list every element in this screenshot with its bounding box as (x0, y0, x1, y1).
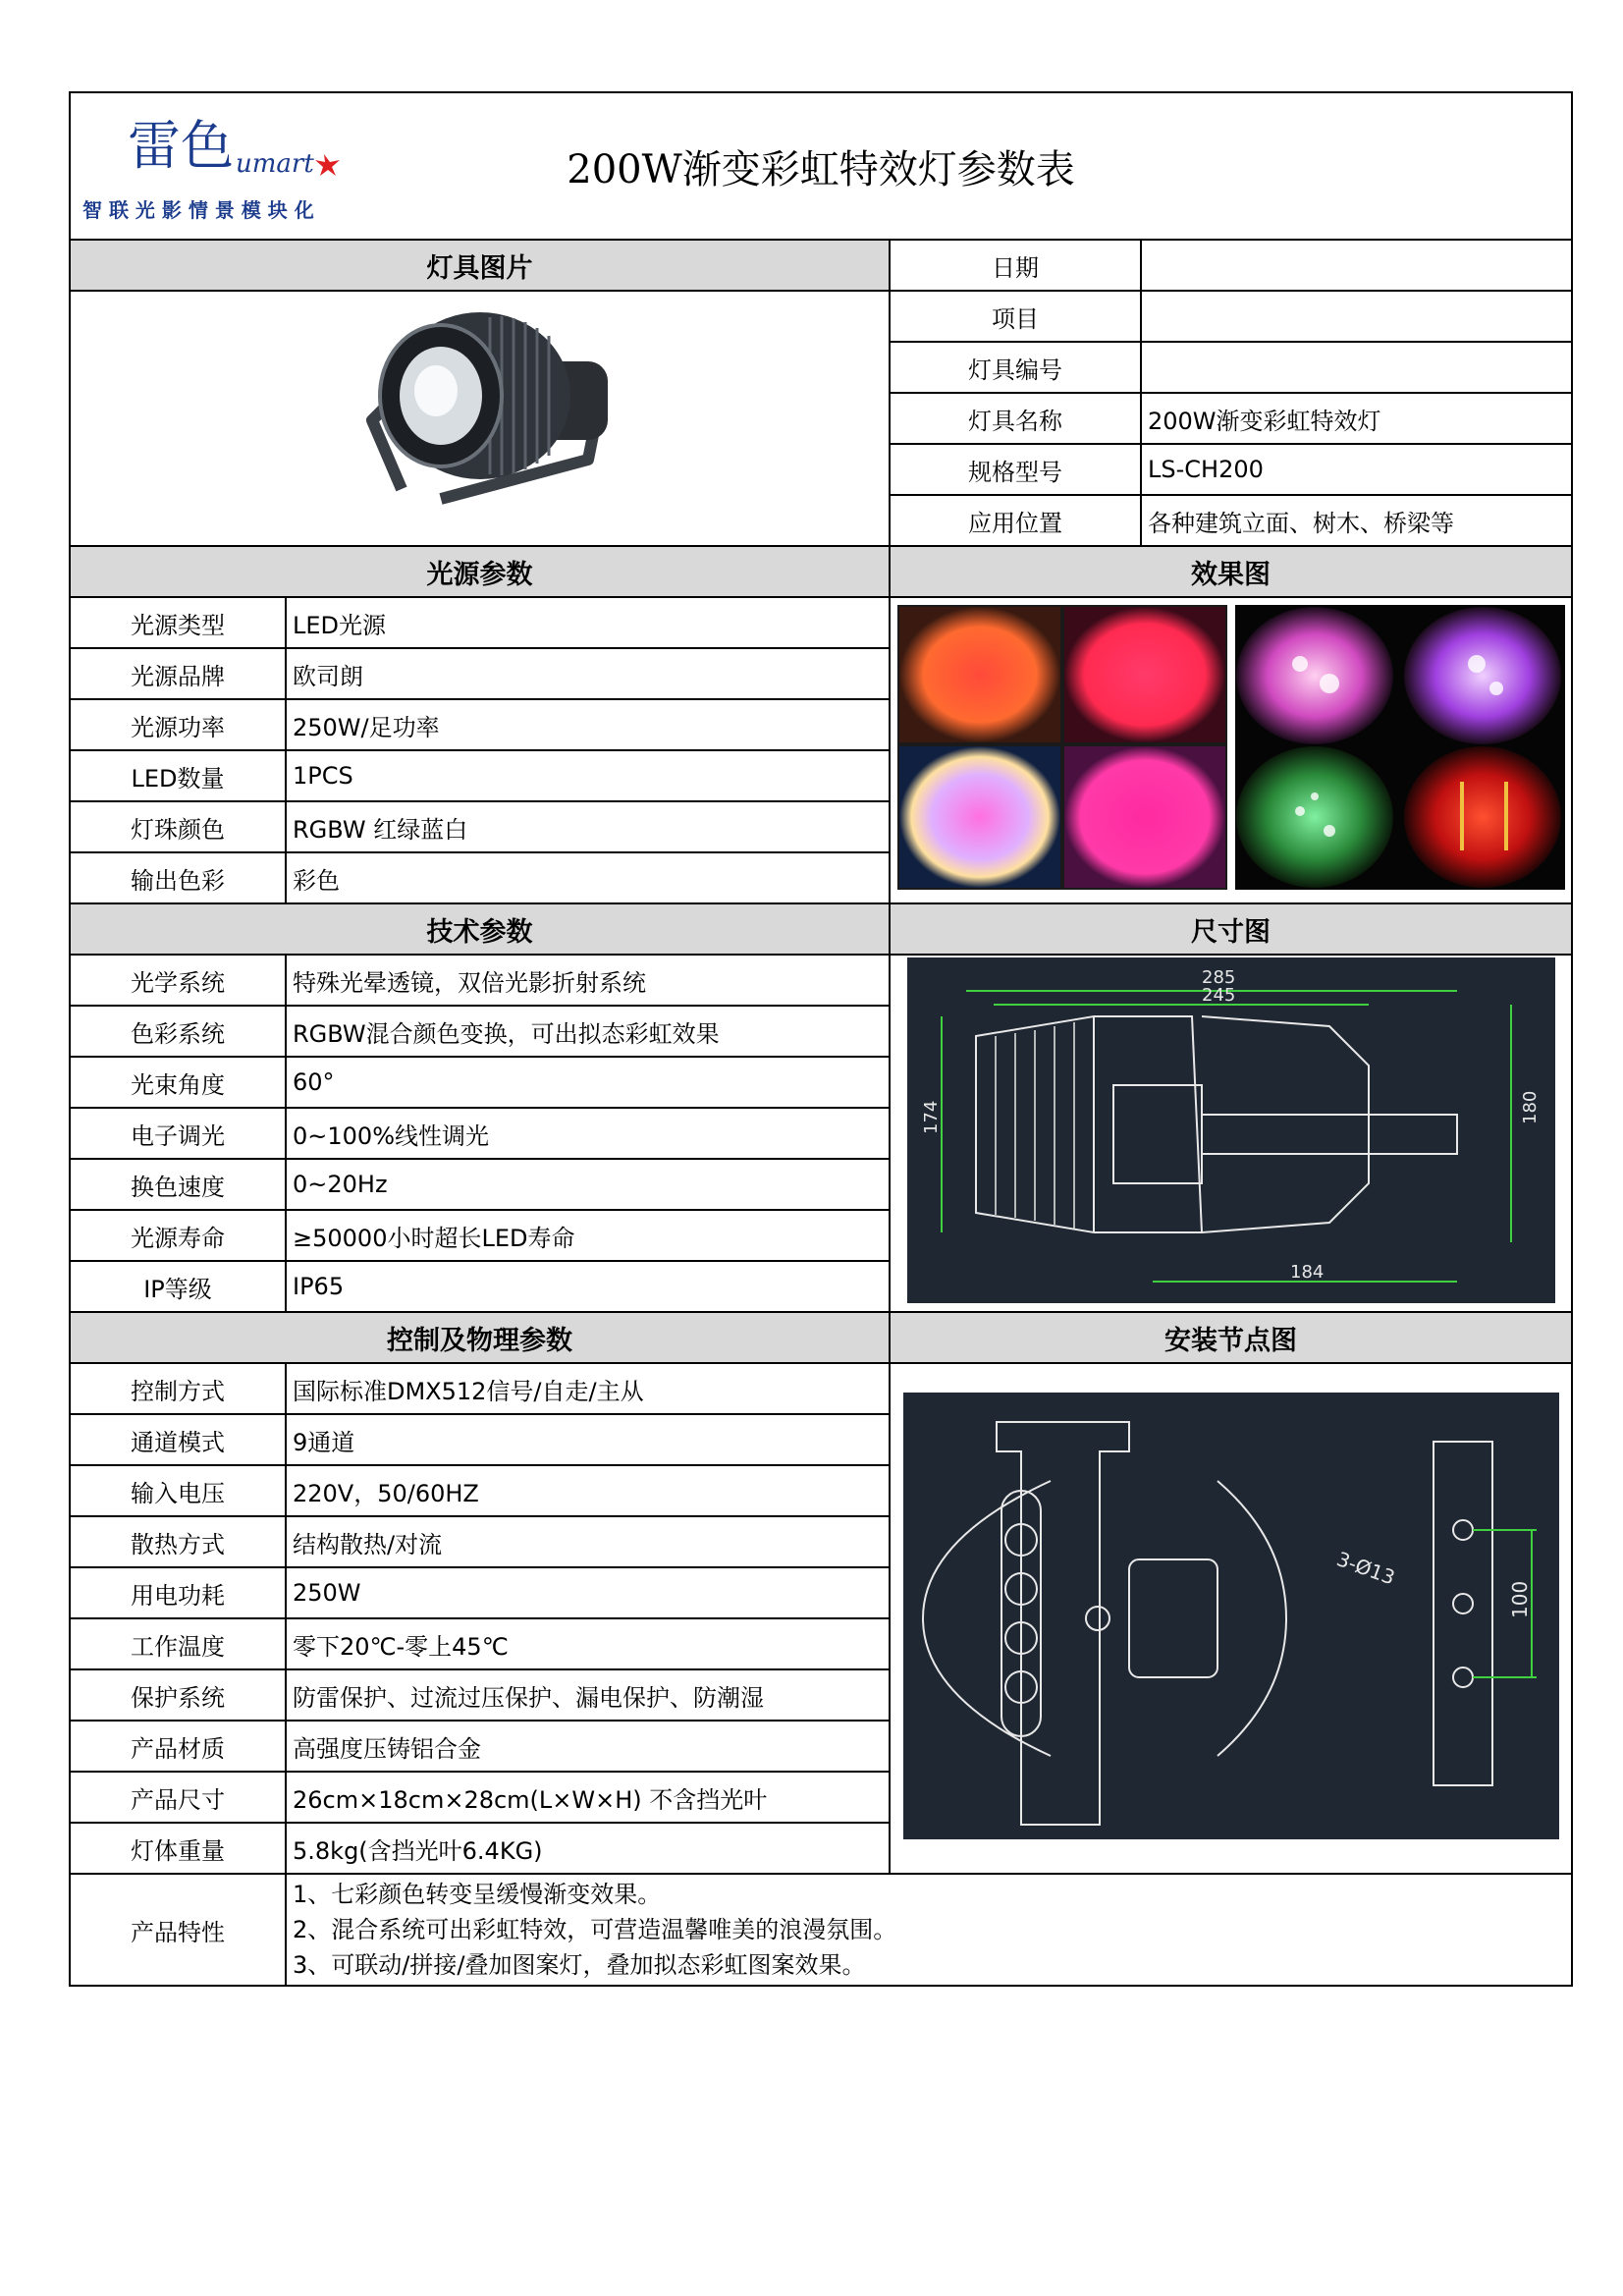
info-value-name: 200W渐变彩虹特效灯 (1141, 393, 1572, 444)
info-label-name: 灯具名称 (890, 393, 1141, 444)
dim-180: 180 (1519, 1090, 1541, 1124)
dim-285: 285 (1201, 967, 1235, 988)
install-holes-label: 3-Ø13 (1332, 1546, 1398, 1590)
features-list (286, 1874, 1572, 1986)
light-value: LED光源 (286, 597, 890, 648)
section-effect: 效果图 (890, 546, 1572, 597)
light-label: 输出色彩 (70, 852, 286, 903)
light-label: 光源品牌 (70, 648, 286, 699)
control-value: 高强度压铸铝合金 (286, 1721, 890, 1772)
info-label-model: 规格型号 (890, 444, 1141, 495)
section-control: 控制及物理参数 (70, 1312, 890, 1363)
tech-value: ≥50000小时超长LED寿命 (286, 1210, 890, 1261)
logo-script: umart (236, 149, 314, 179)
info-value-model: LS-CH200 (1141, 444, 1572, 495)
info-label-date: 日期 (890, 240, 1141, 291)
page-title: 200W渐变彩虹特效灯参数表 (567, 146, 1075, 192)
title-row (70, 92, 1572, 240)
light-label: LED数量 (70, 750, 286, 801)
control-value: 国际标准DMX512信号/自走/主从 (286, 1363, 890, 1414)
tech-label: 光束角度 (70, 1057, 286, 1108)
section-light: 光源参数 (70, 546, 890, 597)
tech-label: 色彩系统 (70, 1006, 286, 1057)
control-value: 结构散热/对流 (286, 1516, 890, 1567)
control-value: 防雷保护、过流过压保护、漏电保护、防潮湿 (286, 1669, 890, 1721)
light-label: 灯珠颜色 (70, 801, 286, 852)
light-label: 光源类型 (70, 597, 286, 648)
tech-value: RGBW混合颜色变换，可出拟态彩虹效果 (286, 1006, 890, 1057)
info-value-application: 各种建筑立面、树木、桥梁等 (1141, 495, 1572, 546)
dim-184: 184 (1289, 1262, 1324, 1283)
control-value: 26cm×18cm×28cm(L×W×H) 不含挡光叶 (286, 1772, 890, 1823)
control-value: 5.8kg(含挡光叶6.4KG) (286, 1823, 890, 1874)
info-value-project (1141, 291, 1572, 342)
section-photo: 灯具图片 (70, 240, 890, 291)
control-label: 保护系统 (70, 1669, 286, 1721)
effect-images (897, 605, 1565, 890)
control-label: 工作温度 (70, 1618, 286, 1669)
install-drawing (903, 1393, 1559, 1839)
fixture-photo-cell (70, 291, 890, 546)
spec-table (69, 91, 1573, 1987)
effect-images-cell (890, 597, 1572, 903)
section-tech: 技术参数 (70, 903, 890, 955)
info-value-code (1141, 342, 1572, 393)
light-value: 1PCS (286, 750, 890, 801)
light-value: 彩色 (286, 852, 890, 903)
tech-value: 0~20Hz (286, 1159, 890, 1210)
section-install: 安装节点图 (890, 1312, 1572, 1363)
spec-sheet (69, 91, 1571, 1987)
control-value: 零下20℃-零上45℃ (286, 1618, 890, 1669)
tech-label: 光源寿命 (70, 1210, 286, 1261)
feature-line: 2、混合系统可出彩虹特效，可营造温馨唯美的浪漫氛围。 (293, 1916, 897, 1943)
control-label: 输入电压 (70, 1465, 286, 1516)
control-value: 9通道 (286, 1414, 890, 1465)
features-label: 产品特性 (70, 1874, 286, 1986)
fixture-photo (333, 302, 627, 528)
install-spacing-label: 100 (1507, 1580, 1532, 1618)
light-value: 欧司朗 (286, 648, 890, 699)
tech-label: 换色速度 (70, 1159, 286, 1210)
section-size: 尺寸图 (890, 903, 1572, 955)
tech-value: 特殊光晕透镜，双倍光影折射系统 (286, 955, 890, 1006)
dimension-drawing-cell (890, 955, 1572, 1312)
control-label: 散热方式 (70, 1516, 286, 1567)
light-value: 250W/足功率 (286, 699, 890, 750)
tech-value: 60° (286, 1057, 890, 1108)
tech-label: 光学系统 (70, 955, 286, 1006)
dimension-drawing (907, 957, 1555, 1303)
info-label-code: 灯具编号 (890, 342, 1141, 393)
control-label: 产品材质 (70, 1721, 286, 1772)
light-value: RGBW 红绿蓝白 (286, 801, 890, 852)
tech-value: IP65 (286, 1261, 890, 1312)
control-label: 控制方式 (70, 1363, 286, 1414)
info-value-date (1141, 240, 1572, 291)
dim-174: 174 (920, 1100, 942, 1134)
tech-label: 电子调光 (70, 1108, 286, 1159)
control-label: 通道模式 (70, 1414, 286, 1465)
control-label: 用电功耗 (70, 1567, 286, 1618)
info-label-project: 项目 (890, 291, 1141, 342)
control-value: 220V，50/60HZ (286, 1465, 890, 1516)
tech-label: IP等级 (70, 1261, 286, 1312)
control-label: 产品尺寸 (70, 1772, 286, 1823)
logo-chars: 雷色 (128, 115, 234, 177)
control-value: 250W (286, 1567, 890, 1618)
logo-slogan: 智 联 光 影 情 景 模 块 化 (82, 198, 314, 222)
light-label: 光源功率 (70, 699, 286, 750)
dim-245: 245 (1201, 985, 1235, 1006)
tech-value: 0~100%线性调光 (286, 1108, 890, 1159)
feature-line: 1、七彩颜色转变呈缓慢渐变效果。 (293, 1881, 662, 1908)
feature-line: 3、可联动/拼接/叠加图案灯，叠加拟态彩虹图案效果。 (293, 1951, 866, 1979)
info-label-application: 应用位置 (890, 495, 1141, 546)
install-drawing-cell (890, 1363, 1572, 1874)
control-label: 灯体重量 (70, 1823, 286, 1874)
